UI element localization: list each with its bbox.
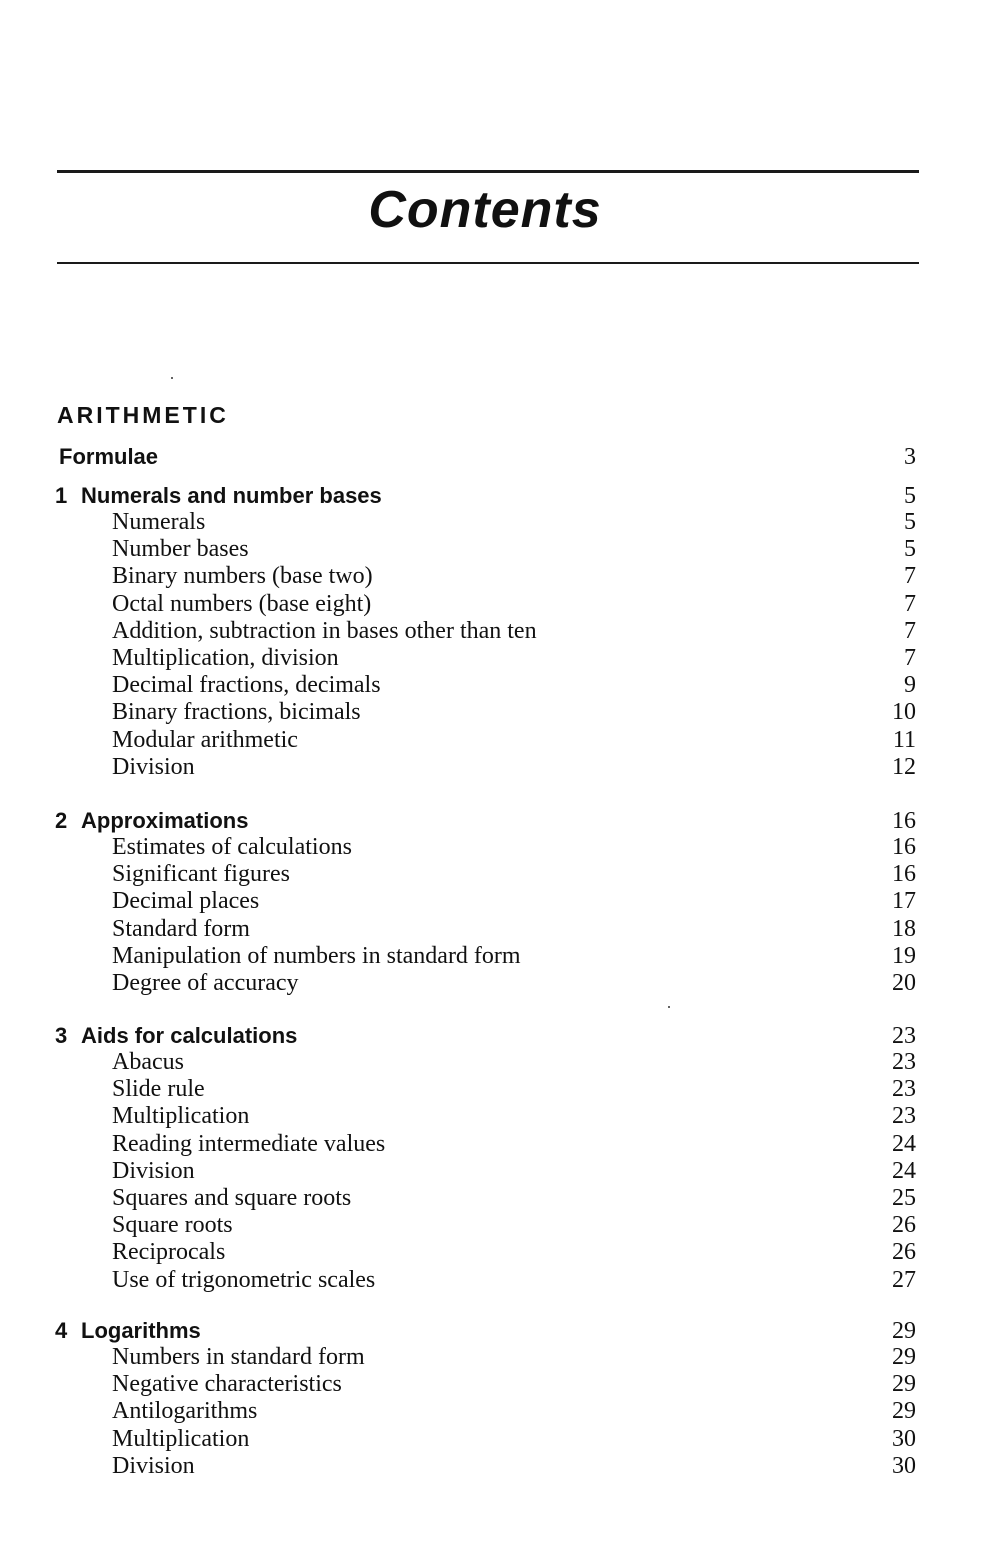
section-page: 18 bbox=[892, 915, 916, 942]
toc-chapter-2[interactable] bbox=[0, 808, 1000, 835]
toc-section[interactable] bbox=[0, 943, 1000, 970]
chapter-title bbox=[55, 808, 248, 834]
bottom-rule bbox=[57, 262, 919, 264]
toc-section[interactable] bbox=[0, 1344, 1000, 1371]
toc-section[interactable] bbox=[0, 618, 1000, 645]
top-rule bbox=[57, 170, 919, 173]
section-label: Division bbox=[112, 1157, 195, 1184]
chapter-number: 3 bbox=[55, 1023, 68, 1048]
section-page: 16 bbox=[892, 861, 916, 888]
section-label: Degree of accuracy bbox=[112, 970, 299, 996]
section-page: 27 bbox=[892, 1266, 916, 1293]
toc-section[interactable] bbox=[0, 888, 1000, 915]
section-page: 17 bbox=[892, 888, 916, 915]
section-page: 23 bbox=[892, 1049, 916, 1075]
section-label: Manipulation of numbers in standard form bbox=[112, 942, 521, 969]
scan-speck bbox=[171, 377, 173, 379]
section-label: Standard form bbox=[112, 915, 250, 942]
section-page: 5 bbox=[904, 536, 916, 563]
chapter-number: 4 bbox=[55, 1318, 68, 1343]
section-label: Multiplication, division bbox=[112, 645, 339, 671]
section-label: Reading intermediate values bbox=[112, 1130, 386, 1157]
toc-section[interactable] bbox=[0, 970, 1000, 997]
toc-section[interactable] bbox=[0, 1185, 1000, 1212]
section-label: Squares and square roots bbox=[112, 1185, 352, 1211]
chapter-number: 2 bbox=[55, 808, 68, 833]
chapter-page: 5 bbox=[904, 483, 916, 509]
section-label: Multiplication bbox=[112, 1103, 250, 1130]
section-label: Addition, subtraction in bases other than ten bbox=[112, 617, 537, 644]
section-page: 24 bbox=[892, 1157, 916, 1184]
chapter-title bbox=[55, 1023, 297, 1049]
toc-section[interactable] bbox=[0, 1076, 1000, 1103]
section-page: 25 bbox=[892, 1185, 916, 1211]
section-label: Significant figures bbox=[112, 861, 290, 888]
section-label: Numbers in standard form bbox=[112, 1344, 365, 1370]
section-page: 26 bbox=[892, 1239, 916, 1266]
section-label: Negative characteristics bbox=[112, 1371, 342, 1398]
toc-entry-formulae[interactable] bbox=[0, 444, 1000, 471]
section-page: 23 bbox=[892, 1076, 916, 1103]
chapter-name: Numerals and number bases bbox=[81, 483, 382, 508]
toc-section[interactable] bbox=[0, 1212, 1000, 1239]
toc-section[interactable] bbox=[0, 1239, 1000, 1266]
section-page: 29 bbox=[892, 1344, 916, 1370]
toc-section[interactable] bbox=[0, 536, 1000, 563]
part-heading: ARITHMETIC bbox=[57, 402, 229, 428]
toc-section[interactable] bbox=[0, 645, 1000, 672]
section-label: Abacus bbox=[112, 1049, 184, 1075]
section-page: 30 bbox=[892, 1425, 916, 1452]
chapter-name: Logarithms bbox=[81, 1318, 201, 1343]
section-page: 7 bbox=[904, 617, 916, 644]
section-label: Binary numbers (base two) bbox=[112, 563, 373, 590]
section-label: Number bases bbox=[112, 536, 249, 563]
page-title: Contents bbox=[368, 181, 602, 239]
section-page: 26 bbox=[892, 1212, 916, 1239]
scan-speck bbox=[668, 1006, 670, 1008]
section-page: 23 bbox=[892, 1103, 916, 1130]
toc-chapter-4[interactable] bbox=[0, 1318, 1000, 1345]
section-page: 7 bbox=[904, 563, 916, 590]
toc-chapter-1[interactable] bbox=[0, 483, 1000, 510]
section-page: 12 bbox=[892, 753, 916, 780]
section-page: 9 bbox=[904, 672, 916, 699]
toc-section[interactable] bbox=[0, 916, 1000, 943]
chapter-title bbox=[55, 483, 382, 509]
section-label: Square roots bbox=[112, 1212, 233, 1239]
section-label: Antilogarithms bbox=[112, 1398, 258, 1425]
chapter-title bbox=[55, 1318, 201, 1344]
section-page: 7 bbox=[904, 590, 916, 617]
section-page: 29 bbox=[892, 1371, 916, 1398]
section-page: 19 bbox=[892, 942, 916, 969]
chapter-name: Aids for calculations bbox=[81, 1023, 298, 1048]
section-label: Slide rule bbox=[112, 1076, 205, 1103]
toc-section[interactable] bbox=[0, 1103, 1000, 1130]
section-page: 29 bbox=[892, 1398, 916, 1425]
section-page: 7 bbox=[904, 645, 916, 671]
toc-section[interactable] bbox=[0, 1131, 1000, 1158]
toc-section[interactable] bbox=[0, 1267, 1000, 1294]
toc-section[interactable] bbox=[0, 1453, 1000, 1480]
toc-section[interactable] bbox=[0, 699, 1000, 726]
section-label: Decimal fractions, decimals bbox=[112, 672, 381, 699]
chapter-page: 23 bbox=[892, 1023, 916, 1049]
section-label: Use of trigonometric scales bbox=[112, 1266, 376, 1293]
toc-chapter-3[interactable] bbox=[0, 1023, 1000, 1050]
section-label: Binary fractions, bicimals bbox=[112, 699, 361, 726]
chapter-number: 1 bbox=[55, 483, 68, 508]
section-label: Division bbox=[112, 1452, 195, 1479]
chapter-page: 16 bbox=[892, 808, 916, 834]
entry-page: 3 bbox=[904, 444, 916, 470]
section-label: Division bbox=[112, 753, 195, 780]
toc-section[interactable] bbox=[0, 861, 1000, 888]
toc-section[interactable] bbox=[0, 834, 1000, 861]
toc-section[interactable] bbox=[0, 563, 1000, 590]
toc-section[interactable] bbox=[0, 1049, 1000, 1076]
section-page: 24 bbox=[892, 1130, 916, 1157]
toc-section[interactable] bbox=[0, 1371, 1000, 1398]
section-page: 16 bbox=[892, 834, 916, 860]
toc-section[interactable] bbox=[0, 1158, 1000, 1185]
chapter-name: Approximations bbox=[81, 808, 249, 833]
chapter-page: 29 bbox=[892, 1318, 916, 1344]
section-label: Decimal places bbox=[112, 888, 260, 915]
section-label: Modular arithmetic bbox=[112, 726, 298, 753]
section-page: 11 bbox=[892, 726, 916, 753]
section-page: 10 bbox=[892, 699, 916, 726]
toc-section[interactable] bbox=[0, 672, 1000, 699]
entry-label: Formulae bbox=[59, 444, 159, 469]
section-label: Estimates of calculations bbox=[112, 834, 352, 860]
section-page: 30 bbox=[892, 1452, 916, 1479]
toc-section[interactable] bbox=[0, 1398, 1000, 1425]
section-page: 20 bbox=[892, 970, 916, 996]
section-page: 5 bbox=[904, 509, 916, 535]
section-label: Reciprocals bbox=[112, 1239, 226, 1266]
section-label: Numerals bbox=[112, 509, 206, 535]
section-label: Octal numbers (base eight) bbox=[112, 590, 372, 617]
toc-section[interactable] bbox=[0, 754, 1000, 781]
toc-section[interactable] bbox=[0, 509, 1000, 536]
toc-section[interactable] bbox=[0, 591, 1000, 618]
toc-section[interactable] bbox=[0, 727, 1000, 754]
toc-section[interactable] bbox=[0, 1426, 1000, 1453]
section-label: Multiplication bbox=[112, 1425, 250, 1452]
